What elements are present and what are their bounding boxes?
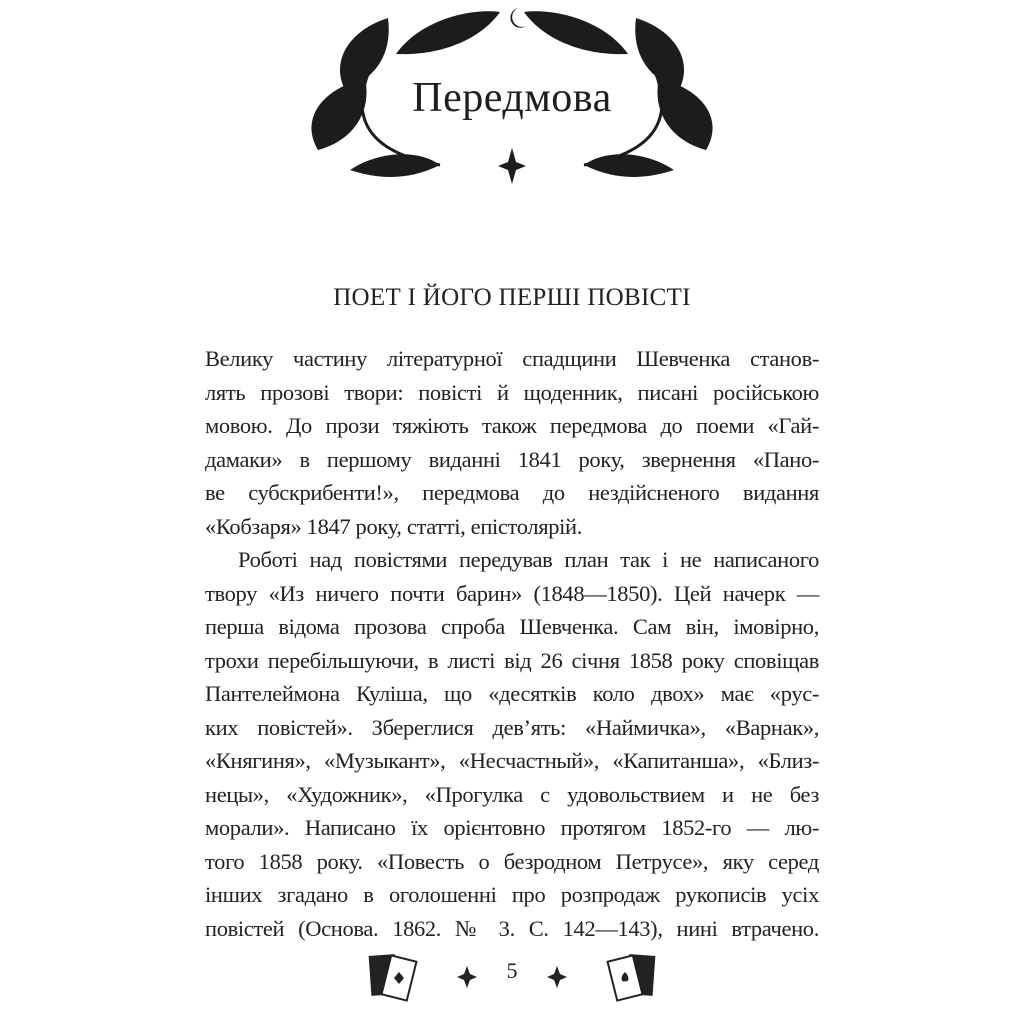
text-line: нецы», «Художник», «Прогулка с удовольствием и не без: [205, 781, 819, 807]
text-line: Пантелеймона Куліша, що «десятків коло двох» має «рус-: [205, 681, 819, 706]
section-heading: ПОЕТ І ЙОГО ПЕРШІ ПОВІСТІ: [333, 284, 691, 311]
leaf-right-bottom: [584, 154, 674, 177]
text-line: дамаки» в першому виданні 1841 року, звернення «Пано-: [205, 446, 819, 472]
text-line: мовою. До прози тяжіють також передмова до поеми «Гай-: [205, 413, 819, 438]
crescent-moon-icon: [510, 8, 526, 28]
text-line: Роботі над повістями передував план так і не написаного: [238, 547, 819, 572]
text-line: твору «Из ничего почти барин» (1848—1850). Цей начерк —: [205, 580, 819, 606]
text-line: ве субскрибенти!», передмова до нездійсненого видання: [205, 480, 819, 505]
text-line: інших згадано в оголошенні про розпродаж рукописів усіх: [205, 882, 819, 907]
star-icon: [498, 148, 526, 184]
paragraph: [205, 342, 819, 543]
body-text: [205, 342, 819, 945]
text-line: «Княгиня», «Музыкант», «Несчастный», «Капитанша», «Близ-: [205, 748, 819, 773]
leaf-top-right: [524, 11, 628, 54]
text-line: «Кобзаря» 1847 року, статті, епістолярій.: [205, 513, 582, 539]
text-line: повістей (Основа. 1862. № 3. С. 142—143), нині втрачено.: [205, 915, 819, 941]
text-line: Велику частину літературної спадщини Шевченка станов-: [205, 346, 819, 371]
leaf-top-left: [396, 11, 500, 54]
text-line: морали». Написано їх орієнтовно протягом 1852-го — лю-: [205, 815, 819, 840]
text-line: того 1858 року. «Повесть о безродном Петрусе», яку серед: [205, 848, 819, 874]
leaf-left-bottom: [350, 154, 440, 177]
text-line: лять прозові твори: повісті й щоденник, писані російською: [205, 379, 819, 405]
page-number: 5: [506, 958, 518, 983]
text-line: перша відома прозова спроба Шевченка. Сам він, імовірно,: [205, 614, 819, 639]
paragraph: [205, 543, 819, 945]
chapter-title: Передмова: [412, 75, 612, 121]
text-line: ких повістей». Збереглися дев’ять: «Наймичка», «Варнак»,: [205, 714, 819, 740]
text-line: трохи перебільшуючи, в листі від 26 січня 1858 року сповіщав: [205, 647, 819, 673]
